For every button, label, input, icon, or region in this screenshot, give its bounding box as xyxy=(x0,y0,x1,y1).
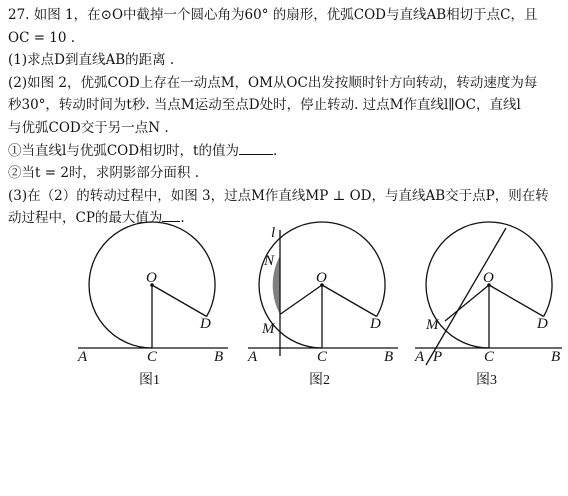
fig3-label-a: A xyxy=(415,349,425,365)
fig1-label-d: D xyxy=(200,316,211,332)
fig2-label-a: A xyxy=(248,349,258,365)
question-1: (1)求点D到直线AB的距离 . xyxy=(8,52,175,69)
fig1-caption: 图1 xyxy=(139,373,160,388)
question-2-part-1-text: ①当直线l与优弧COD相切时，t的值为 xyxy=(8,142,239,159)
fig3-label-d: D xyxy=(537,316,548,332)
fig3-od xyxy=(489,285,544,317)
question-3-text: 动过程中，CP的最大值为 xyxy=(8,210,163,227)
fig1-label-b: B xyxy=(214,349,224,365)
fig3-om xyxy=(445,285,489,321)
fig1-od xyxy=(152,285,207,317)
fig2-label-c: C xyxy=(317,349,328,365)
figure-3 xyxy=(414,222,562,388)
figure-1 xyxy=(77,222,228,388)
answer-blank-1 xyxy=(239,140,273,155)
question-2-line-2: 秒30°，转动时间为t秒. 当点M运动至点D处时，停止转动. 过点M作直线l∥OC，直线l xyxy=(8,97,521,114)
problem-line-1: 27. 如图 1，在⊙O中截掉一个圆心角为60° 的扇形，优弧COD与直线AB相切于点C，且 xyxy=(8,7,538,23)
problem-text xyxy=(8,4,560,230)
question-3-line-1: (3)在（2）的转动过程中，如图 3，过点M作直线MP ⊥ OD，与直线AB交于点P，则在转 xyxy=(8,187,549,204)
question-2-line-3: 与优弧COD交于另一点N . xyxy=(8,119,169,136)
fig3-caption: 图3 xyxy=(476,373,497,388)
fig3-label-b: B xyxy=(551,349,561,365)
question-2-part-2: ②当t = 2时，求阴影部分面积 . xyxy=(8,165,199,182)
fig3-label-p: P xyxy=(433,349,443,365)
problem-line-2: OC = 10 . xyxy=(8,29,76,46)
fig2-label-n: N xyxy=(264,253,275,269)
fig2-caption: 图2 xyxy=(309,373,330,388)
fig2-label-l: l xyxy=(271,225,276,241)
figures xyxy=(0,220,568,396)
question-2-part-1-end: . xyxy=(272,142,278,159)
question-2-line-1: (2)如图 2，优弧COD上存在一动点M，OM从OC出发按顺时针方向转动，转动速度为每 xyxy=(8,74,538,91)
fig1-label-o: O xyxy=(146,270,157,286)
fig3-label-c: C xyxy=(484,349,495,365)
fig2-label-m: M xyxy=(262,321,275,337)
figure-2 xyxy=(247,222,398,388)
fig2-label-b: B xyxy=(384,349,394,365)
fig2-label-d: D xyxy=(370,316,381,332)
fig2-od xyxy=(322,285,377,317)
fig2-om xyxy=(280,285,322,314)
fig1-label-a: A xyxy=(78,349,88,365)
fig3-label-o: O xyxy=(483,270,494,286)
fig1-label-c: C xyxy=(147,349,158,365)
question-3-end: . xyxy=(180,210,185,227)
question-2-part-1 xyxy=(8,140,560,163)
fig2-label-o: O xyxy=(316,270,327,286)
fig3-label-m: M xyxy=(426,317,439,333)
